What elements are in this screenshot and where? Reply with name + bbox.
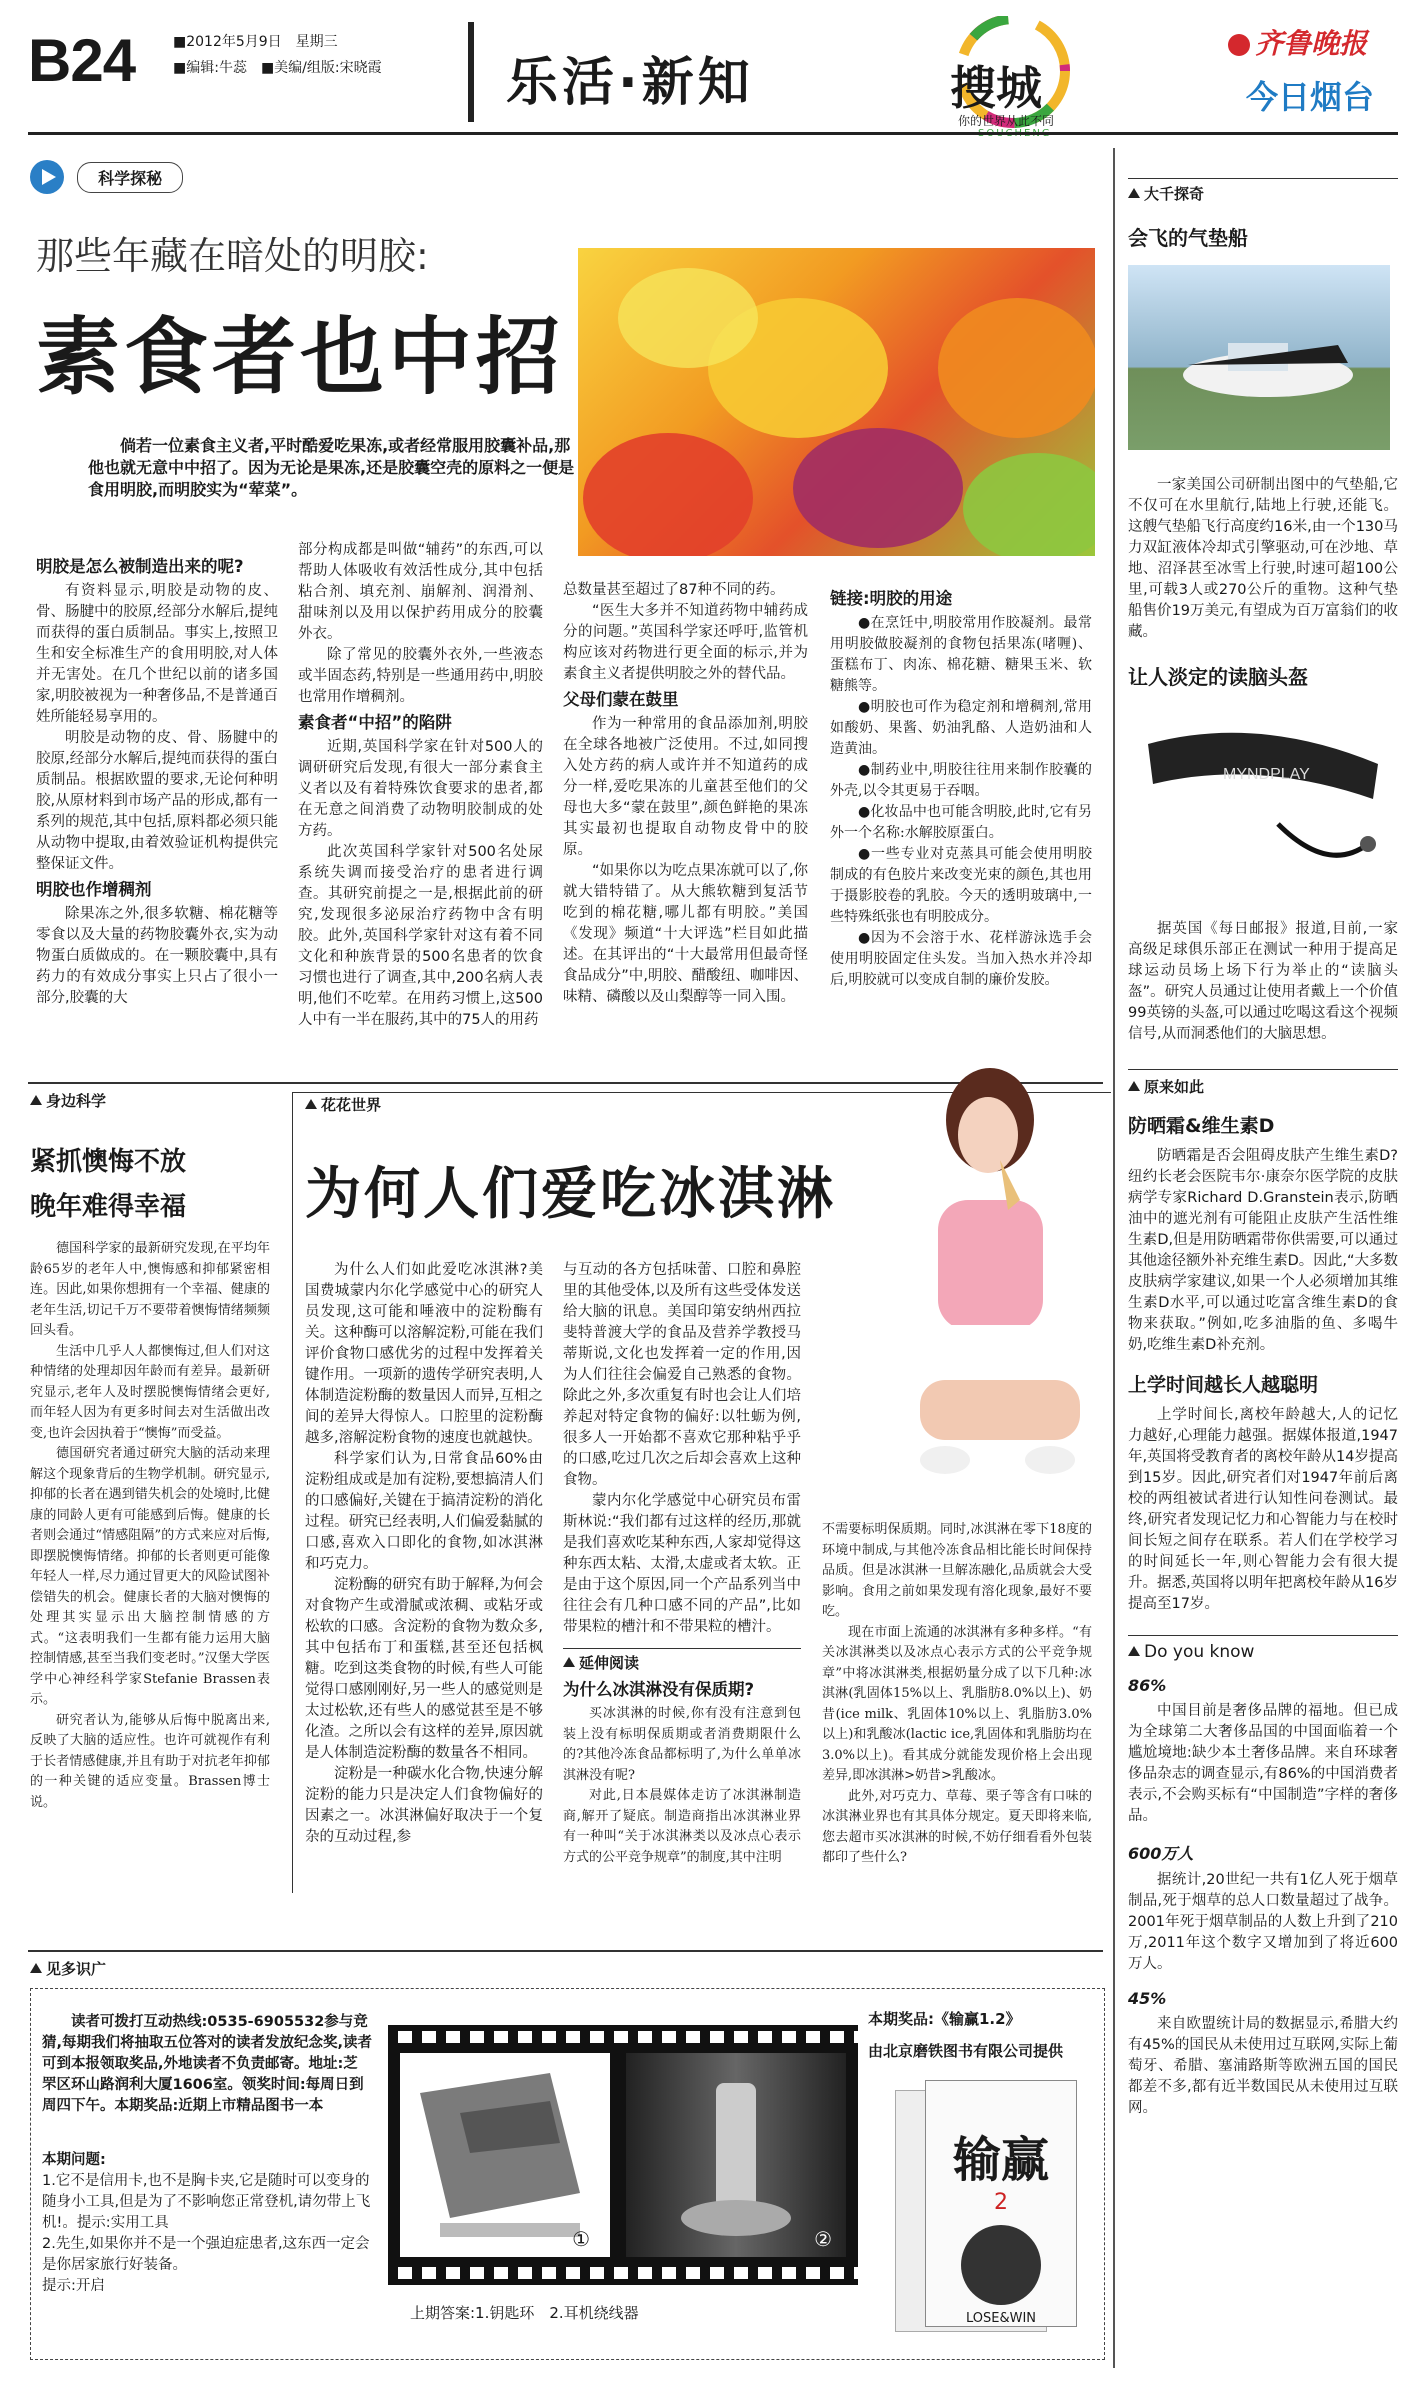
winder-tool-icon [626,2053,846,2257]
fact-figure: 86% [1128,1676,1167,1695]
paragraph: 除了常见的胶囊外衣外,一些液态或半固态药,特别是一些通用药中,明胶也常用作增稠剂。 [298,647,543,705]
extended-reading [563,1648,801,1868]
paragraph: 为什么人们如此爱吃冰淇淋?美国费城蒙内尔化学感觉中心的研究人员发现,这可能和唾液中的淀粉酶有关。这种酶可以溶解淀粉,可能在我们评价食物口感优劣的过程中发挥着关键作用。一项新的遗传学研究表明,人体制造淀粉酶的数量因人而异,互相之间的差异大得惊人。口腔里的淀粉酶越多,溶解淀粉食物的速度也就越快。 [305,1262,543,1446]
book-number: 2 [994,2190,1008,2215]
editor-credits: ■编辑:牛蕊 ■美编/组版:宋晓霞 [173,60,382,76]
main-col-2 [298,540,543,1031]
page-number: B24 [28,27,136,94]
section-tag: 花花世界 [305,1094,381,1115]
paragraph: ●一些专业对克蒸具可能会使用明胶制成的有色胶片来改变光束的颜色,其也用于摄影胶卷的乳胶。今天的透明玻璃中,一些特殊纸张也有明胶成分。 [830,846,1092,925]
headset-photo [1128,704,1390,879]
fact-figure: 45% [1128,1989,1167,2008]
paragraph: “医生大多并不知道药物中辅药成分的问题。”英国科学家还呼吁,监管机构应该对药物进行更全面的标示,并为素食主义者提供明胶之外的替代品。 [563,603,808,682]
header-divider [468,22,474,122]
quiz-photo-1 [400,2053,610,2257]
paragraph: ●在烹饪中,明胶常用作胶凝剂。最常用明胶做胶凝剂的食物包括果冻(啫喱)、蛋糕布丁、肉冻、棉花糖、糖果玉米、软糖熊等。 [830,615,1092,694]
right-column [1128,148,1398,2119]
book-title: 输赢 [952,2132,1049,2188]
quiz-questions [42,2150,372,2297]
section-title: 乐活·新知 [506,53,754,113]
section-tag: 身边科学 [30,1090,106,1111]
main-col-3 [563,580,808,1008]
paragraph: 此外,对巧克力、草莓、栗子等含有口味的冰淇淋业界也有其具体分规定。夏天即将来临,您去超市买冰淇淋的时候,不妨仔细看看外包装都印了些什么? [822,1788,1092,1865]
quiz-question: 1.它不是信用卡,也不是胸卡夹,它是随时可以变身的随身小工具,但是为了不影响您正常登机,请勿带上飞机!。提示:实用工具 [42,2173,371,2231]
paragraph: 此次英国科学家针对500名处尿系统失调而接受治疗的患者进行调查。其研究前提之一是,根据此前的研究,发现很多泌尿治疗药物中含有明胶。此外,英国科学家针对这有着不同文化和种族背景的500名患者的饮食习惯也进行了调查,其中,200名病人表明,他们不吃荤。在用药习惯上,这500人中有一半在服药,其中的75人的用药 [298,844,543,1028]
paragraph: 对此,日本晨媒体走访了冰淇淋制造商,解开了疑底。制造商指出冰淇淋业界有一种叫“关于冰淇淋类以及冰点心表示方式的公平竞争规章”的制度,其中注明 [563,1788,801,1865]
main-headline: 素食者也中招 [36,308,565,406]
item-title: 会飞的气垫船 [1128,226,1248,250]
subhead: 明胶是怎么被制造出来的呢? [36,557,244,576]
section-tag: Do you know [1128,1635,1398,1662]
soucheng-logo [898,16,1128,146]
paper-name: 齐鲁晚报 [1255,27,1368,60]
woman-photo [880,1060,1105,1510]
quiz-question: 2.先生,如果你并不是一个强迫症患者,这东西一定会是你居家旅行好装备。 [42,2236,370,2273]
icecream-col-1 [305,1260,543,1848]
logo-text: 搜城 [950,61,1042,115]
play-icon [30,160,64,194]
jelly-photo [578,248,1095,556]
pic-number: ② [814,2227,832,2251]
paragraph: 部分构成都是叫做“辅药”的东西,可以帮助人体吸收有效活性成分,其中包括粘合剂、填充剂、崩解剂、润滑剂、甜味剂以及用以保护药用成分的胶囊外衣。 [298,542,543,642]
fact-text: 中国目前是奢侈品牌的福地。但已成为全球第二大奢侈品国的中国面临着一个尴尬境地:缺少本土奢侈品牌。来自环球奢侈品杂志的调查显示,有86%的中国消费者表示,不会购买标有“中国制造”字样的奢侈品。 [1128,1703,1398,1824]
paragraph: 明胶是动物的皮、骨、肠腱中的胶原,经部分水解后,提纯而获得的蛋白质制品。根据欧盟的要求,无论何种明胶,从原材料到市场产品的形成,都有一系列的规范,其中包括,原料都必须只能从动物中提取,由着效验证机构提供完整保证文件。 [36,730,278,872]
item-title: 防晒霜&维生素D [1128,1115,1275,1137]
prize-label: 本期奖品:《输赢1.2》 [868,2010,1021,2028]
previous-answer: 上期答案:1.钥匙环 2.耳机绕线器 [410,2304,639,2322]
logo-slogan: 你的世界从此不同 [958,114,1055,128]
main-col-1 [36,552,278,1009]
icecream-col-3 [822,1520,1092,1869]
paragraph: 德国研究者通过研究大脑的活动来理解这个现象背后的生物学机制。研究显示,抑郁的长者在遇到错失机会的处境时,比健康的同龄人更有可能感到后悔。健康的长者则会通过“情感阻隔”的方式来应对后悔,即摆脱懊悔情绪。抑郁的长者则更可能像年轻人一样,尽力通过冒更大的风险试图补偿错失的机会。健康长者的大脑对懊悔的处理其实显示出大脑控制情感的方式。“这表明我们一生都有能力运用大脑控制情感,甚至当我们变老时。”汉堡大学医学中心神经科学家Stefanie Brassen表示。 [30,1446,270,1707]
paragraph: 有资料显示,明胶是动物的皮、骨、肠腱中的胶原,经部分水解后,提纯而获得的蛋白质制品。事实上,按照卫生和安全标准生产的食用明胶,对人体并无害处。在几个世纪以前的诸多国家,明胶被视为一种奢侈品,不是普通百姓所能轻易享用的。 [36,583,278,725]
column-tag [30,160,183,194]
paragraph: 淀粉酶的研究有助于解释,为何会对食物产生或滑腻或浓稠、或粘牙或松软的口感。含淀粉的食物为数众多,其中包括布丁和蛋糕,甚至还包括枫糖。吃到这类食物的时候,有些人可能觉得口感刚刚好,另一些人的感觉则是太过松软,还有些人的感觉甚至是不够化渣。之所以会有这样的差异,原因就是人体制造淀粉酶的数量各不相同。 [305,1577,543,1761]
paragraph: ●明胶也可作为稳定剂和增稠剂,常用如酸奶、果酱、奶油乳酪、人造奶油和人造黄油。 [830,699,1092,757]
item-text: 一家美国公司研制出图中的气垫船,它不仅可在水里航行,陆地上行驶,还能飞。这艘气垫船飞行高度约16米,由一个130马力双缸液体冷却式引擎驱动,可在沙地、草地、沼泽甚至冰雪上行驶,时速可超100公里,可载3人或270公斤的重物。这种气垫船售价19万美元,有望成为百万富翁们的收藏。 [1128,477,1398,640]
main-col-4 [830,588,1092,991]
section-tag: 大千探奇 [1128,178,1398,204]
paragraph: 买冰淇淋的时候,你有没有注意到包装上没有标明保质期或者消费期限什么的?其他冷冻食品都标明了,为什么单单冰淇淋没有呢? [563,1706,801,1783]
item-text: 防晒霜是否会阻碍皮肤产生维生素D?纽约长老会医院韦尔·康奈尔医学院的皮肤病学专家Richard D.Granstein表示,防晒油中的遮光剂有可能阻止皮肤产生活性维生素D,但是用防晒霜带你供需要,可以通过其他途径额外补充维生素D。因此,“大多数皮肤病学家建议,如果一个人必须增加其维生素D水平,可以通过吃富含维生素D的食物来获取。”例如,吃多油脂的鱼、多喝牛奶,吃维生素D补充剂。 [1128,1148,1398,1353]
quiz-rule [28,1950,1103,1952]
paragraph: ●制药业中,明胶往往用来制作胶囊的外壳,以令其更易于吞咽。 [830,762,1092,799]
link-subhead: 链接:明胶的用途 [830,589,953,608]
hovercraft-photo [1128,265,1390,450]
main-kicker: 那些年藏在暗处的明胶: [36,234,429,278]
item-title: 让人淡定的读脑头盔 [1128,665,1308,689]
quiz-intro: 读者可拨打互动热线:0535-6905532参与竞猜,每期我们将抽取五位答对的读者发放纪念奖,读者可到本报领取奖品,外地读者不负责邮寄。地址:芝罘区环山路润利大厦1606室。领奖时间:每周日到周四下午。本期奖品:近期上市精品图书一本 [42,2014,373,2114]
paragraph: 生活中几乎人人都懊悔过,但人们对这种情绪的处理却因年龄而有差异。最新研究显示,老年人及时摆脱懊悔情绪会更好,而年轻人因为有更多时间去对生活做出改变,也许会因执着于“懊悔”而受益。 [30,1343,270,1441]
prize-book [885,2080,1085,2340]
ext-tag: 延伸阅读 [563,1653,639,1674]
prize-sponsor: 由北京磨铁图书有限公司提供 [868,2042,1064,2060]
item-text: 上学时间长,离校年龄越大,人的记忆力越好,心理能力越强。据媒体报道,1947年,英国将受教育者的离校年龄从14岁提高到15岁。因此,研究者们对1947年前后离校的两组被试者进行认知性问卷测试。最终,研究者发现记忆力和心智能力与在校时间长短之间存在联系。若人们在学校学习的时间延长一年,则心智能力会有很大提升。据悉,英国将以明年把离校年龄从16岁提高至17岁。 [1128,1407,1398,1612]
subhead: 素食者“中招”的陷阱 [298,713,452,732]
quiz-hint: 提示:开启 [42,2278,105,2294]
paragraph: 除果冻之外,很多软糖、棉花糖等零食以及大量的药物胶囊外衣,实为动物蛋白质做成的。在一颗胶囊中,具有药力的有效成分事实上只占了很小一部分,胶囊的大 [36,906,278,1006]
paragraph: 作为一种常用的食品添加剂,明胶在全球各地被广泛使用。不过,如同搜入处方药的病人或许并不知道药的成分一样,爱吃果冻的儿童甚至他们的父母也大多“蒙在鼓里”,颜色鲜艳的果冻其实最初也提取自动物皮骨中的胶原。 [563,716,808,858]
paragraph: 不需要标明保质期。同时,冰淇淋在零下18度的环境中制成,与其他冷冻食品相比能长时间保持品质。但是冰淇淋一旦解冻融化,品质就会大受影响。食用之前如果发现有溶化现象,最好不要吃。 [822,1522,1092,1619]
icecream-headline: 为何人们爱吃冰淇淋 [305,1162,836,1227]
book-cover-art [961,2225,1041,2305]
paragraph: ●因为不会溶于水、花样游泳选手会使用明胶固定住头发。当加入热水并冷却后,明胶就可以变成自制的廉价发胶。 [830,930,1092,988]
column-tag-label: 科学探秘 [77,162,183,193]
edition-label: 今日烟台 [1246,78,1375,116]
film-strip [388,2025,858,2285]
icecream-col-2 [563,1260,801,1868]
paragraph: 科学家们认为,日常食品60%由淀粉组成或是加有淀粉,要想搞清人们的口感偏好,关键在于搞清淀粉的消化过程。研究已经表明,人们偏爱黏腻的口感,喜欢入口即化的食物,如冰淇淋和巧克力。 [305,1451,543,1572]
subhead: 明胶也作增稠剂 [36,880,152,899]
item-title: 上学时间越长人越聪明 [1128,1374,1319,1396]
fact-text: 据统计,20世纪一共有1亿人死于烟草制品,死于烟草的总人口数量超过了战争。2001年死于烟草制品的人数上升到了210万,2011年这个数字又增加到了将近600万人。 [1128,1872,1398,1972]
science-title-a: 紧抓懊悔不放 [30,1147,187,1177]
paragraph: 总数量甚至超过了87种不同的药。 [563,582,785,598]
issue-date: ■2012年5月9日 星期三 [173,34,338,50]
paragraph: “如果你以为吃点果冻就可以了,你就大错特错了。从大熊软糖到复活节吃到的棉花糖,哪儿都有明胶。”美国《发现》频道“十大评选”栏目如此描述。在其评出的“十大最常用但最奇怪食品成分”中,明胶、醋酸纽、咖啡因、味精、磷酸以及山梨醇等一同入围。 [563,863,808,1005]
item-text: 据英国《每日邮报》报道,目前,一家高级足球俱乐部正在测试一种用于提高足球运动员场上场下行为举止的“读脑头盔”。研究人员通过让使用者戴上一个价值99英镑的头盔,可以通过吃喝这看这个视频信号,从而洞悉他们的大脑思想。 [1128,921,1398,1042]
section-tag: 见多识广 [30,1958,106,1979]
paragraph: 研究者认为,能够从后悔中脱离出来,反映了大脑的适应性。也许可就视作有利于长者情感健康,并且有助于对抗老年抑郁的一种关键的适应变量。Brassen博士说。 [30,1712,270,1810]
subhead: 父母们蒙在鼓里 [563,690,679,709]
right-column-rule [1113,148,1115,2368]
quiz-question-title: 本期问题: [42,2152,106,2168]
quiz-photo-2 [626,2053,846,2257]
paragraph: 淀粉是一种碳水化合物,快速分解淀粉的能力只是决定人们食物偏好的因素之一。冰淇淋偏好取决于一个复杂的互动过程,参 [305,1766,543,1845]
page-header [28,22,1398,132]
headset-brand: MYNDPLAY [1223,766,1310,783]
science-title-b: 晚年难得幸福 [30,1192,187,1222]
main-lead: 倘若一位素食主义者,平时酷爱吃果冻,或者经常服用胶囊补品,那他也就无意中中招了。因为无论是果冻,还是胶囊空壳的原料之一便是食用明胶,而明胶实为“荤菜”。 [88,436,575,499]
paragraph: 与互动的各方包括味蕾、口腔和鼻腔里的其他受体,以及所有这些受体发送给大脑的讯息。美国印第安纳州西拉斐特普渡大学的食品及营养学教授马蒂斯说,文化也发挥着一定的作用,因为人们往往会偏爱自己熟悉的食物。除此之外,多次重复有时也会让人们培养起对特定食物的偏好:以牡蛎为例,很多人一开始都不喜欢它那种粘乎乎的口感,吃过几次之后却会喜欢上这种食物。 [563,1262,801,1488]
paragraph: ●化妆品中也可能含明胶,此时,它有另外一个名称:水解胶原蛋白。 [830,804,1092,841]
fact-text: 来自欧盟统计局的数据显示,希腊大约有45%的国民从未使用过互联网,实际上葡萄牙、希腊、塞浦路斯等欧洲五国的国民都差不多,都有近半数国民从未使用过互联网。 [1128,2016,1398,2116]
science-column [30,1090,270,1813]
paragraph: 蒙内尔化学感觉中心研究员布雷斯林说:“我们都有过这样的经历,那就是我们喜欢吃某种东西,人家却觉得这种东西太粘、太滑,太虚或者太软。正是由于这个原因,同一个产品系列当中往往会有几种口感不同的产品”,比如带果粒的槽汁和不带果粒的槽汁。 [563,1493,801,1635]
paragraph: 现在市面上流通的冰淇淋有多种多样。“有关冰淇淋类以及冰点心表示方式的公平竞争规章”中将冰淇淋类,根据奶量分成了以下几种:冰淇淋(乳固体15%以上、乳脂肪8.0%以上)、奶昔(ice milk、乳固体10%以上、乳脂肪3.0%以上)和乳酸冰(lactic ice,乳固体和乳脂肪均在3.0%以上)。看其成分就能发现价格上会出现差异,即冰淇淋>奶昔>乳酸冰。 [822,1624,1092,1783]
section-tag: 原来如此 [1128,1069,1398,1097]
pic-number: ① [572,2227,590,2251]
paper-logo [1228,22,1367,62]
book-en: LOSE&WIN [965,2311,1037,2326]
paragraph: 近期,英国科学家在针对500人的调研研究后发现,有很大一部分素食主义者以及有着特殊饮食要求的患者,都在无意之间消费了动物明胶制成的处方药。 [298,739,543,839]
ext-title: 为什么冰淇淋没有保质期? [563,1680,755,1699]
fact-figure: 600万人 [1128,1844,1194,1863]
paragraph: 德国科学家的最新研究发现,在平均年龄65岁的老年人中,懊悔感和抑郁紧密相连。因此,如果你想拥有一个幸福、健康的老年生活,切记千万不要带着懊悔情绪频频回头看。 [30,1241,270,1338]
header-rule [28,132,1398,135]
sun-icon [1228,34,1250,56]
science-body [30,1239,270,1813]
